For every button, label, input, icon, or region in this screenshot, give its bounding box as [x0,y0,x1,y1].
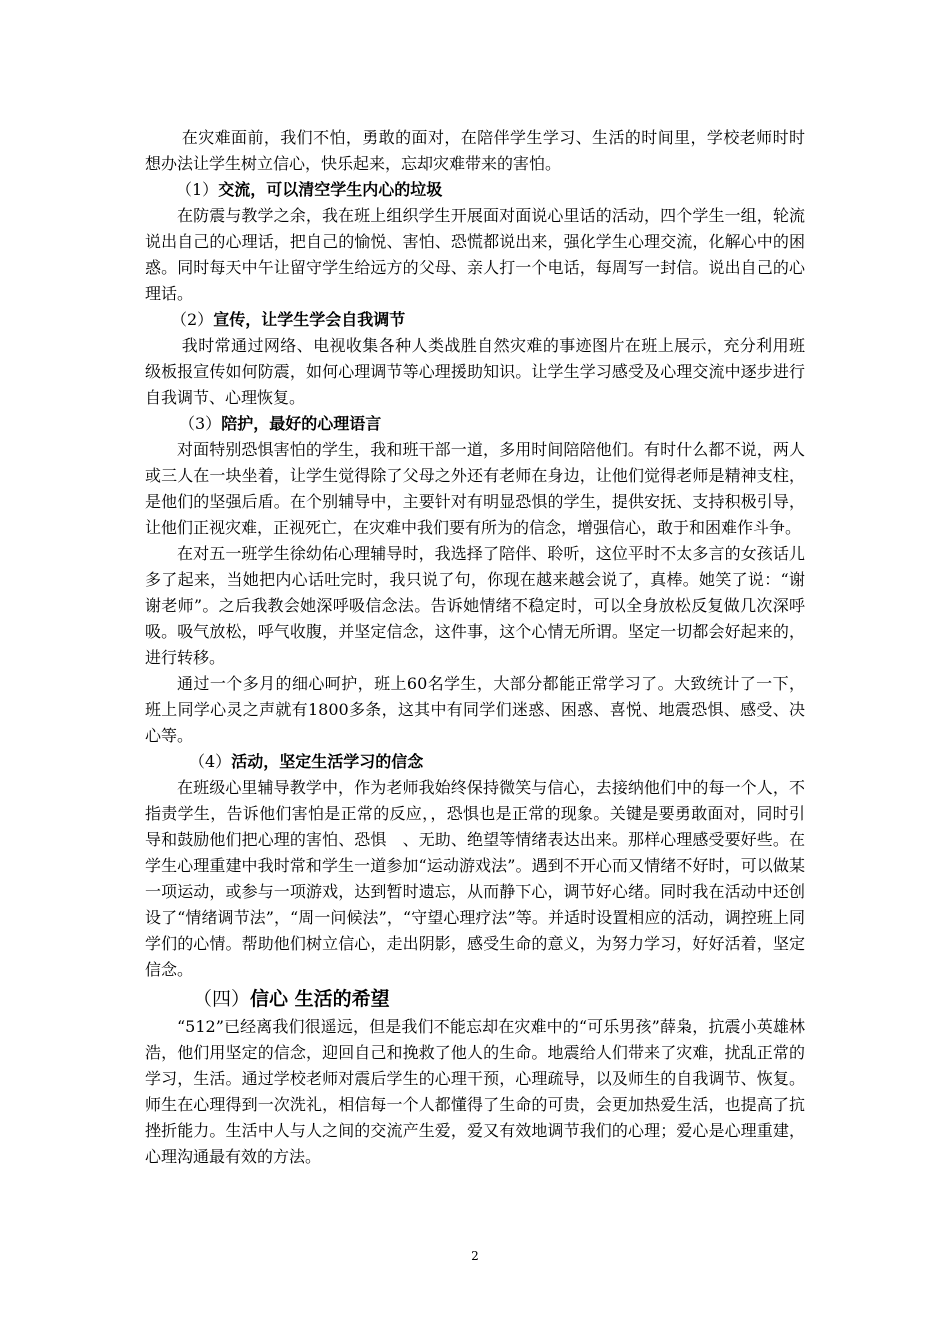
intro-paragraph: 在灾难面前，我们不怕，勇敢的面对，在陪伴学生学习、生活的时间里，学校老师时时想办法让学生树立信心，快乐起来，忘却灾难带来的害怕。 [145,128,805,173]
section-2-number: （2） [171,310,214,329]
part-4-title: 信心 生活的希望 [250,988,390,1010]
section-3-heading [145,411,805,437]
page-number: 2 [471,1249,479,1263]
section-1-number: （1） [176,180,219,199]
section-3-paragraph-1: 对面特别恐惧害怕的学生，我和班干部一道，多用时间陪陪他们。有时什么都不说，两人或三人在一块坐着，让学生觉得除了父母之外还有老师在身边，让他们觉得老师是精神支柱，是他们的坚强后盾。在个别辅导中，主要针对有明显恐惧的学生，提供安抚、支持积极引导，让他们正视灾难，正视死亡，在灾难中我们要有所为的信念，增强信心，敢于和困难作斗争。 [145,440,805,537]
section-4-title: 活动，坚定生活学习的信念 [231,752,424,771]
section-4-number: （4） [189,752,232,771]
section-2-title: 宣传，让学生学会自我调节 [213,310,406,329]
section-1-heading [145,177,805,203]
section-3-paragraph-2: 在对五一班学生徐幼佑心理辅导时，我选择了陪伴、聆听，这位平时不太多言的女孩话儿多了起来，当她把内心话吐完时，我只说了句，你现在越来越会说了，真棒。她笑了说：“谢谢老师”。之后我教会她深呼吸信念法。告诉她情绪不稳定时，可以全身放松反复做几次深呼吸。吸气放松，呼气收腹，并坚定信念，这件事，这个心情无所谓。坚定一切都会好起来的，进行转移。 [145,544,805,667]
page-body [145,125,805,1170]
section-2-paragraph-1: 我时常通过网络、电视收集各种人类战胜自然灾难的事迹图片在班上展示，充分利用班级板报宣传如何防震，如何心理调节等心理援助知识。让学生学习感受及心理交流中逐步进行自我调节、心理恢复。 [145,336,805,407]
section-4-heading [145,749,805,775]
section-1-title: 交流，可以清空学生内心的垃圾 [218,180,443,199]
part-4-number: （四） [193,988,251,1010]
part-4-heading [145,984,805,1014]
section-3-paragraph-3: 通过一个多月的细心呵护，班上60名学生，大部分都能正常学习了。大致统计了一下，班上同学心灵之声就有1800多条，这其中有同学们迷惑、困惑、喜悦、地震恐惧、感受、决心等。 [145,674,805,745]
part-4-paragraph: “512”已经离我们很遥远，但是我们不能忘却在灾难中的“可乐男孩”薛枭，抗震小英雄林浩，他们用坚定的信念，迎回自己和挽救了他人的生命。地震给人们带来了灾难，扰乱正常的学习，生活。通过学校老师对震后学生的心理干预，心理疏导，以及师生的自我调节、恢复。师生在心理得到一次洗礼，相信每一个人都懂得了生命的可贵，会更加热爱生活，也提高了抗挫折能力。生活中人与人之间的交流产生爱，爱又有效地调节我们的心理；爱心是心理重建，心理沟通最有效的方法。 [145,1017,805,1166]
section-2-heading [145,307,805,333]
section-4-paragraph-1: 在班级心里辅导教学中，作为老师我始终保持微笑与信心，去接纳他们中的每一个人，不指责学生，告诉他们害怕是正常的反应，，恐惧也是正常的现象。关键是要勇敢面对，同时引导和鼓励他们把心理的害怕、恐惧 、无助、绝望等情绪表达出来。那样心理感受要好些。在学生心理重建中我时常和学生一道参加“运动游戏法”。遇到不开心而又情绪不好时，可以做某一项运动，或参与一项游戏，达到暂时遗忘，从而静下心，调节好心绪。同时我在活动中还创设了“情绪调节法”，“周一问候法”，“守望心理疗法”等。并适时设置相应的活动，调控班上同学们的心情。帮助他们树立信心，走出阴影，感受生命的意义，为努力学习，好好活着，坚定信念。 [145,778,805,979]
section-3-number: （3） [179,414,222,433]
section-3-title: 陪护，最好的心理语言 [221,414,382,433]
section-1-paragraph-1: 在防震与教学之余，我在班上组织学生开展面对面说心里话的活动，四个学生一组，轮流说出自己的心理话，把自己的愉悦、害怕、恐慌都说出来，强化学生心理交流，化解心中的困惑。同时每天中午让留守学生给远方的父母、亲人打一个电话，每周写一封信。说出自己的心理话。 [145,206,805,303]
